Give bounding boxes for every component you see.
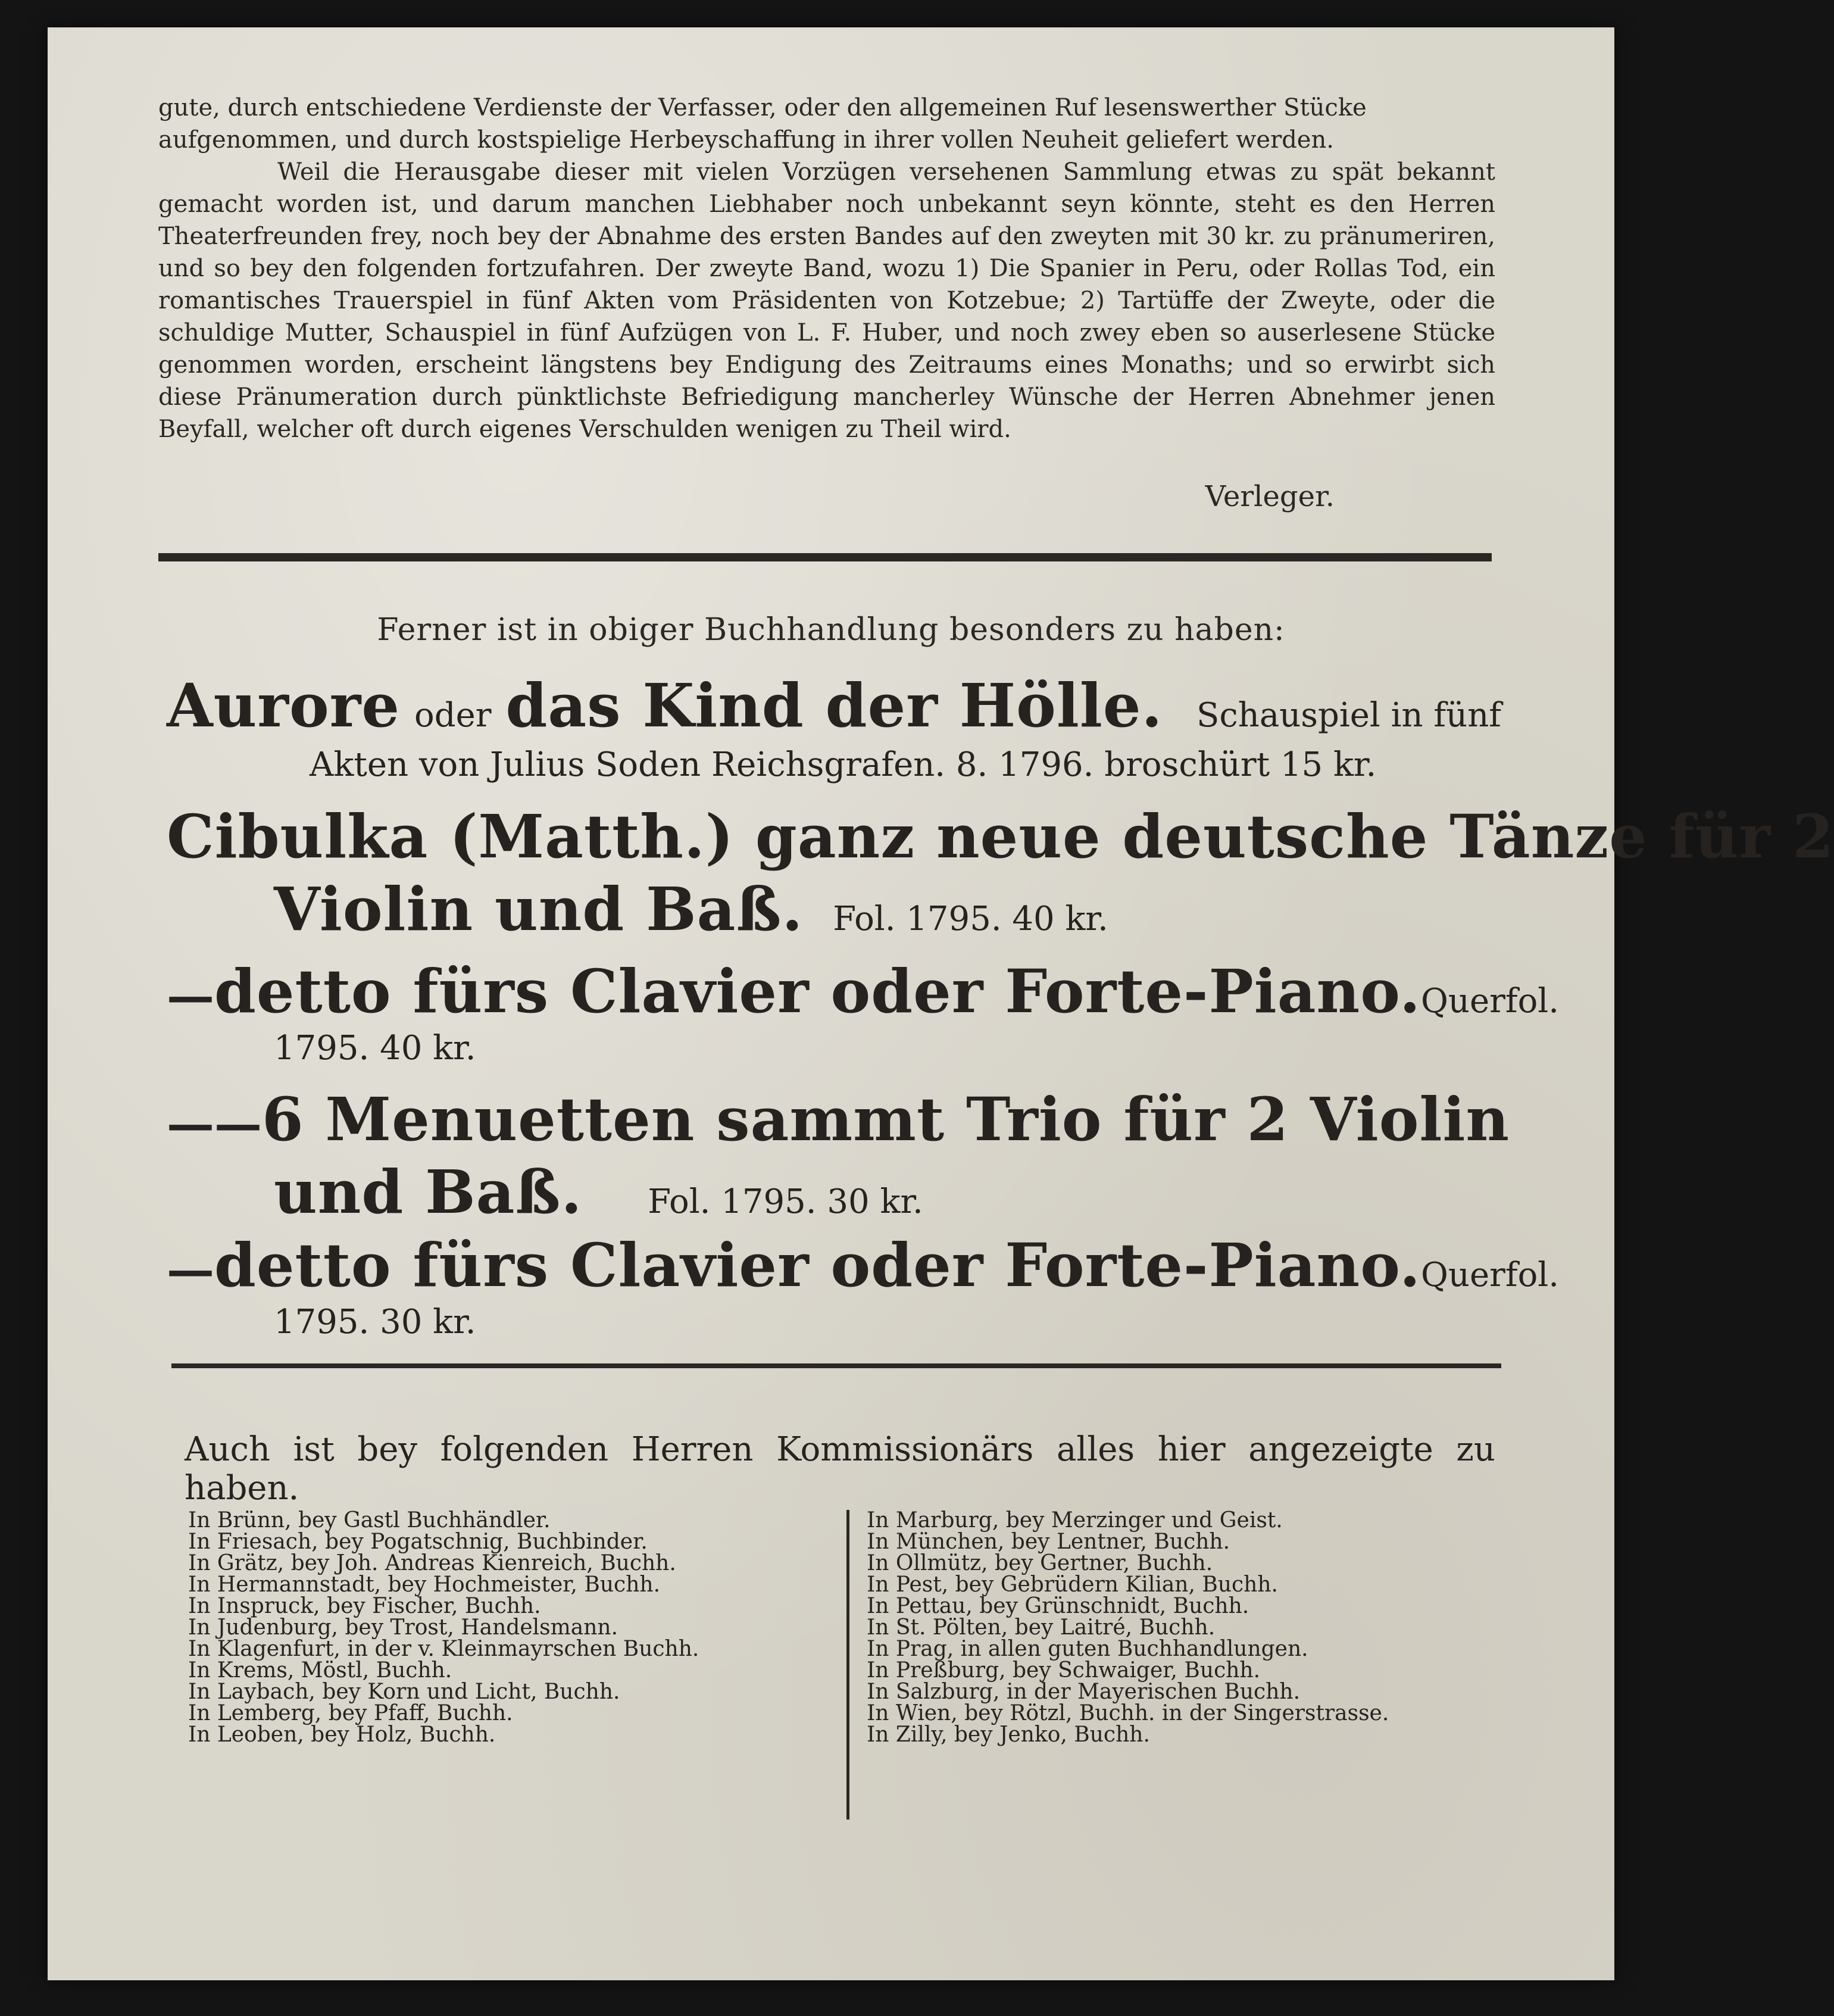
ad-desc: Fol. 1795. 40 kr. (833, 900, 1108, 938)
intro-line-2: aufgenommen, und durch kostspielige Herbeyschaffung in ihrer vollen Neuheit geliefert werden. (158, 126, 1334, 154)
ad-detto-2 (167, 1230, 1560, 1341)
commission-heading: Auch ist bey folgenden Herren Kommissionärs alles hier angezeigte zu haben. (185, 1430, 1495, 1508)
ad-menuetten (167, 1084, 1510, 1227)
commissioner-item: In Hermannstadt, bey Hochmeister, Buchh. (188, 1572, 661, 1597)
ad-detto-1 (167, 956, 1560, 1068)
ad-title-cont: Violin und Baß. (274, 874, 804, 944)
ad-format: Querfol. (1420, 1256, 1560, 1294)
ad-dash: — (167, 968, 214, 1023)
ad-title: detto fürs Clavier oder Forte-Piano. (214, 956, 1421, 1026)
intro-line-1: gute, durch entschiedene Verdienste der Verfasser, oder den allgemeinen Ruf lesenswerther Stücke (158, 94, 1367, 121)
commissioner-item: In Leoben, bey Holz, Buchh. (188, 1722, 496, 1747)
ad-title-b: das Kind der Hölle. (505, 670, 1163, 741)
commissioner-item: In Laybach, bey Korn und Licht, Buchh. (188, 1680, 620, 1704)
commissioner-item: In Ollmütz, bey Gertner, Buchh. (867, 1551, 1213, 1575)
commissioners-right (854, 1510, 1389, 1746)
commissioner-item: In Klagenfurt, in der v. Kleinmayrschen Buchh. (188, 1637, 699, 1661)
signature: Verleger. (1205, 480, 1335, 513)
ad-desc: Fol. 1795. 30 kr. (648, 1182, 923, 1221)
commissioner-item: In Prag, in allen guten Buchhandlungen. (867, 1637, 1308, 1661)
ad-title: 6 Menuetten sammt Trio für 2 Violin (262, 1084, 1510, 1154)
ad-title: detto fürs Clavier oder Forte-Piano. (214, 1230, 1421, 1300)
ads-heading: Ferner ist in obiger Buchhandlung besonders zu haben: (377, 612, 1285, 648)
ad-dash-2: — (214, 1096, 262, 1151)
ad-format: Querfol. (1420, 982, 1560, 1021)
ad-desc: 1795. 40 kr. (274, 1029, 476, 1068)
commissioner-item: In Krems, Möstl, Buchh. (188, 1658, 452, 1683)
commissioner-item: In Pest, bey Gebrüdern Kilian, Buchh. (867, 1572, 1278, 1597)
ad-dash-1: — (167, 1096, 214, 1151)
divider-rule (158, 553, 1492, 561)
paper-page (48, 27, 1834, 1980)
ad-desc-2: Akten von Julius Soden Reichsgrafen. 8. 1796. broschürt 15 kr. (310, 745, 1377, 784)
ad-connector: oder (414, 696, 492, 735)
intro-paragraph: Weil die Herausgabe dieser mit vielen Vorzügen versehenen Sammlung etwas zu spät bekannt gemacht worden ist, und darum manchen Liebhaber noch unbekannt seyn könnte, steht es den Herren Theaterfreunden frey, noch bey der Abnahme des ersten Bandes auf den zweyten mit 30 kr. zu pränumeriren, und so bey den folgenden fortzufahren. Der zweyte Band, wozu 1) Die Spanier in Peru, oder Rollas Tod, ein romantisches Trauerspiel in fünf Akten vom Präsidenten von Kotzebue; 2) Tartüffe der Zweyte, oder die schuldige Mutter, Schauspiel in fünf Aufzügen von L. F. Huber, und noch zwey eben so auserlesene Stücke genommen worden, erscheint längstens bey Endigung des Zeitraums eines Monaths; und so erwirbt sich diese Pränumeration durch pünktlichste Befriedigung mancherley Wünsche der Herren Abnehmer jenen Beyfall, welcher oft durch eigenes Verschulden wenigen zu Theil wird. (158, 158, 1495, 443)
commissioner-item: In Preßburg, bey Schwaiger, Buchh. (867, 1658, 1261, 1683)
ad-cibulka (167, 801, 1834, 944)
ad-title: Cibulka (Matth.) ganz neue deutsche Tänze für 2 (167, 801, 1834, 872)
commissioner-item: In Zilly, bey Jenko, Buchh. (867, 1722, 1150, 1747)
commissioner-item: In Pettau, bey Grünschnidt, Buchh. (867, 1594, 1249, 1618)
ad-desc-1: Schauspiel in fünf (1196, 696, 1501, 735)
commissioner-item: In München, bey Lentner, Buchh. (867, 1530, 1230, 1554)
ad-dash: — (167, 1241, 214, 1297)
commissioner-item: In Salzburg, in der Mayerischen Buchh. (867, 1680, 1301, 1704)
ad-title-cont: und Baß. (274, 1157, 583, 1227)
commissioners-left (188, 1510, 699, 1746)
commissioner-item: In Friesach, bey Pogatschnig, Buchbinder. (188, 1530, 648, 1554)
intro-text (158, 92, 1495, 445)
divider-rule (171, 1363, 1501, 1368)
commissioner-item: In Grätz, bey Joh. Andreas Kienreich, Buchh. (188, 1551, 676, 1575)
ad-title-a: Aurore (167, 670, 400, 741)
commissioner-item: In Judenburg, bey Trost, Handelsmann. (188, 1615, 618, 1640)
commissioner-item: In Brünn, bey Gastl Buchhändler. (188, 1508, 551, 1533)
ad-aurore (167, 670, 1501, 784)
commissioner-item: In Wien, bey Rötzl, Buchh. in der Singerstrasse. (867, 1701, 1389, 1725)
ad-desc: 1795. 30 kr. (274, 1303, 476, 1341)
commissioner-item: In Inspruck, bey Fischer, Buchh. (188, 1594, 541, 1618)
commissioner-item: In St. Pölten, bey Laitré, Buchh. (867, 1615, 1216, 1640)
column-divider (846, 1510, 849, 1820)
commissioner-item: In Lemberg, bey Pfaff, Buchh. (188, 1701, 513, 1725)
commissioner-item: In Marburg, bey Merzinger und Geist. (867, 1508, 1283, 1533)
